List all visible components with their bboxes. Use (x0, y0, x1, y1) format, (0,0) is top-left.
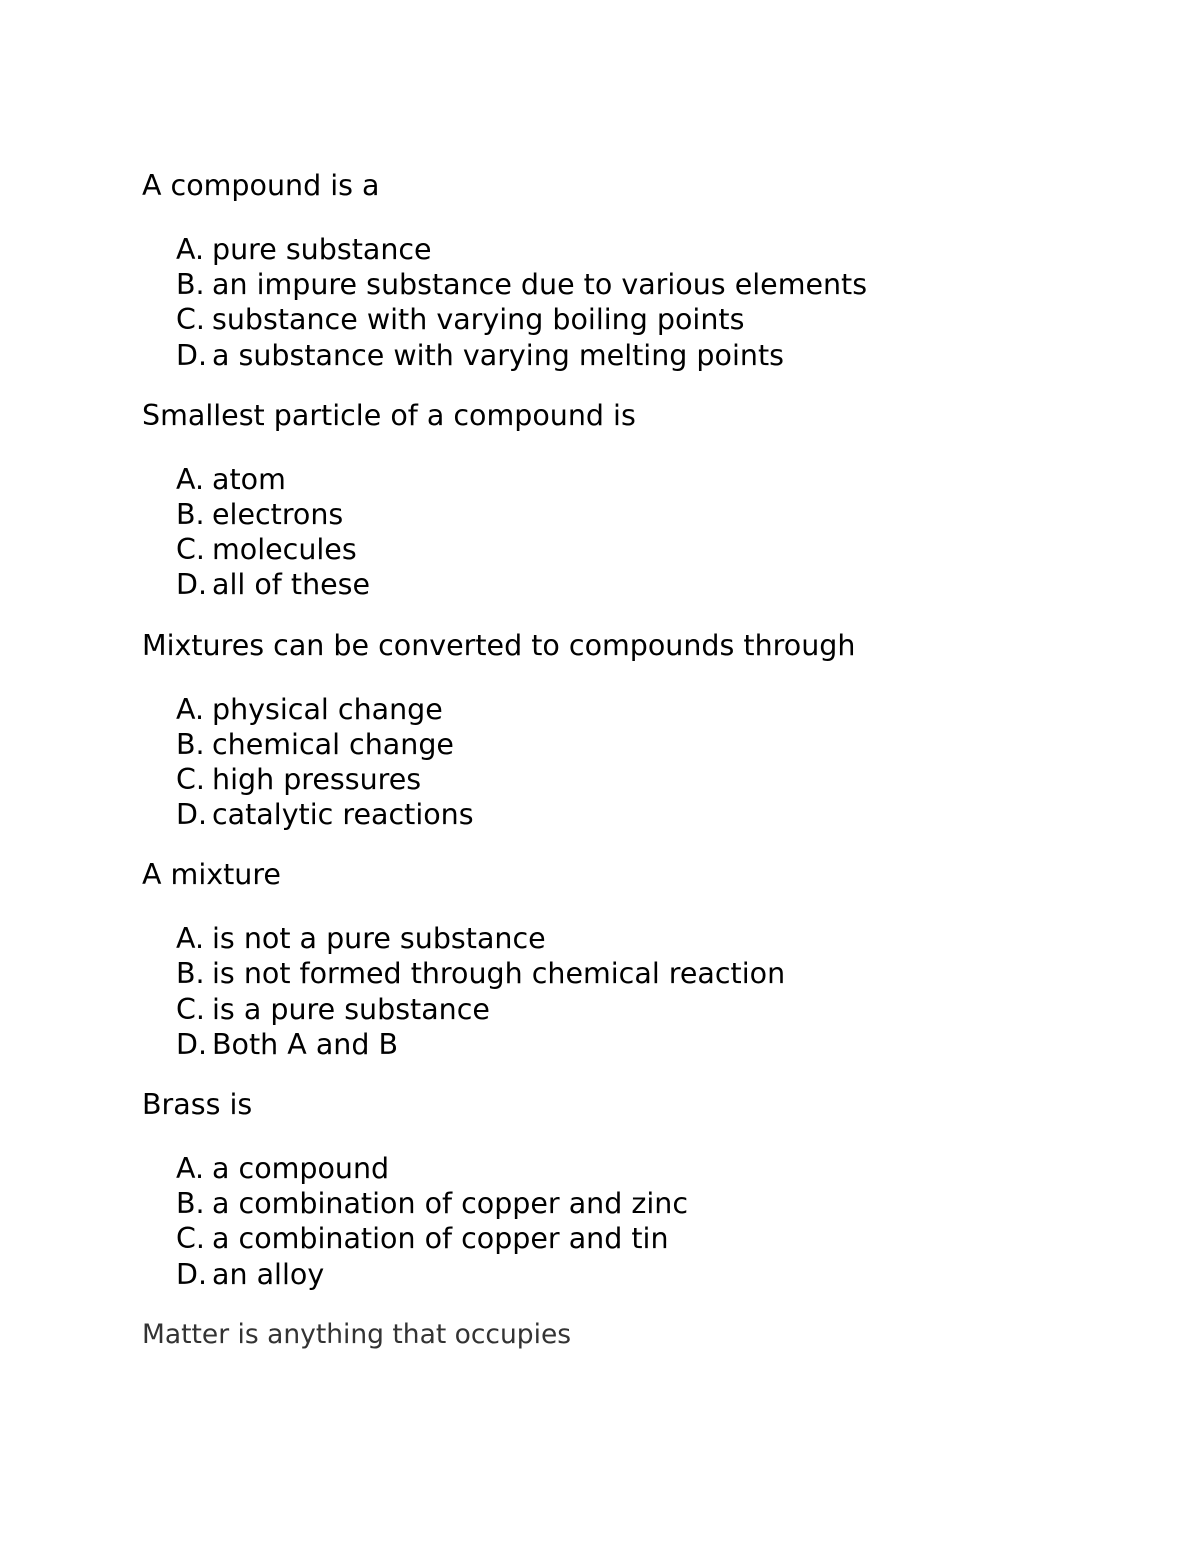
option-text: chemical change (212, 727, 454, 761)
option-text: catalytic reactions (212, 798, 474, 832)
option-letter: C. (176, 992, 205, 1026)
option-letter: A. (176, 692, 205, 726)
document-page (142, 166, 1142, 1354)
option-letter: C. (176, 762, 205, 796)
question-text: Mixtures can be converted to compounds through (142, 628, 856, 662)
trailing-question-text: Matter is anything that occupies (142, 1318, 572, 1350)
option-letter: A. (176, 1152, 205, 1185)
option-letter: B. (176, 268, 205, 302)
option-text: Both A and B (212, 1027, 399, 1061)
option-item (176, 338, 1142, 373)
option-text: physical change (212, 692, 443, 726)
option-item (176, 302, 1142, 337)
option-letter: A. (176, 922, 205, 956)
option-item (176, 762, 1142, 797)
question-2 (142, 396, 1142, 603)
option-letter: C. (176, 303, 205, 337)
question-5 (142, 1085, 1142, 1292)
question-text: Brass is (142, 1088, 253, 1121)
question-1 (142, 166, 1142, 373)
question-text: A mixture (142, 858, 281, 892)
question-text: Smallest particle of a compound is (142, 398, 636, 432)
option-text: a combination of copper and zinc (212, 1187, 688, 1221)
question-text: A compound is a (142, 169, 380, 202)
option-item (176, 1027, 1142, 1062)
option-letter: D. (176, 338, 208, 372)
option-text: a combination of copper and tin (212, 1222, 669, 1256)
option-list (142, 921, 1142, 1062)
option-letter: A. (176, 233, 205, 266)
option-item (176, 692, 1142, 727)
option-text: a substance with varying melting points (212, 338, 784, 372)
option-text: a compound (212, 1152, 390, 1185)
option-item (176, 1221, 1142, 1256)
option-item (176, 956, 1142, 991)
option-text: is not formed through chemical reaction (212, 957, 786, 991)
option-text: electrons (212, 497, 344, 531)
question-3 (142, 626, 1142, 833)
option-letter: D. (176, 568, 208, 602)
option-list (142, 1151, 1142, 1292)
option-item (176, 1257, 1142, 1292)
option-list (142, 232, 1142, 373)
option-item (176, 532, 1142, 567)
option-item (176, 921, 1142, 956)
option-letter: D. (176, 1027, 208, 1061)
option-item (176, 1151, 1142, 1186)
option-letter: C. (176, 533, 205, 567)
option-item (176, 1186, 1142, 1221)
option-list (142, 692, 1142, 833)
option-text: pure substance (212, 233, 432, 266)
option-item (176, 497, 1142, 532)
option-text: molecules (212, 533, 357, 567)
option-text: atom (212, 462, 286, 496)
option-text: all of these (212, 568, 371, 602)
option-letter: B. (176, 727, 205, 761)
option-item (176, 992, 1142, 1027)
option-letter: B. (176, 1187, 205, 1221)
option-letter: C. (176, 1222, 205, 1256)
option-letter: B. (176, 957, 205, 991)
option-item (176, 232, 1142, 267)
option-item (176, 267, 1142, 302)
option-item (176, 567, 1142, 602)
option-text: an alloy (212, 1257, 325, 1291)
option-item (176, 727, 1142, 762)
option-letter: D. (176, 1257, 208, 1291)
option-letter: A. (176, 462, 205, 496)
option-text: substance with varying boiling points (212, 303, 745, 337)
option-text: an impure substance due to various elements (212, 268, 868, 302)
question-4 (142, 855, 1142, 1062)
option-item (176, 462, 1142, 497)
option-letter: D. (176, 798, 208, 832)
option-text: is a pure substance (212, 992, 490, 1026)
option-item (176, 797, 1142, 832)
option-list (142, 462, 1142, 603)
option-letter: B. (176, 497, 205, 531)
option-text: high pressures (212, 762, 422, 796)
option-text: is not a pure substance (212, 922, 546, 956)
